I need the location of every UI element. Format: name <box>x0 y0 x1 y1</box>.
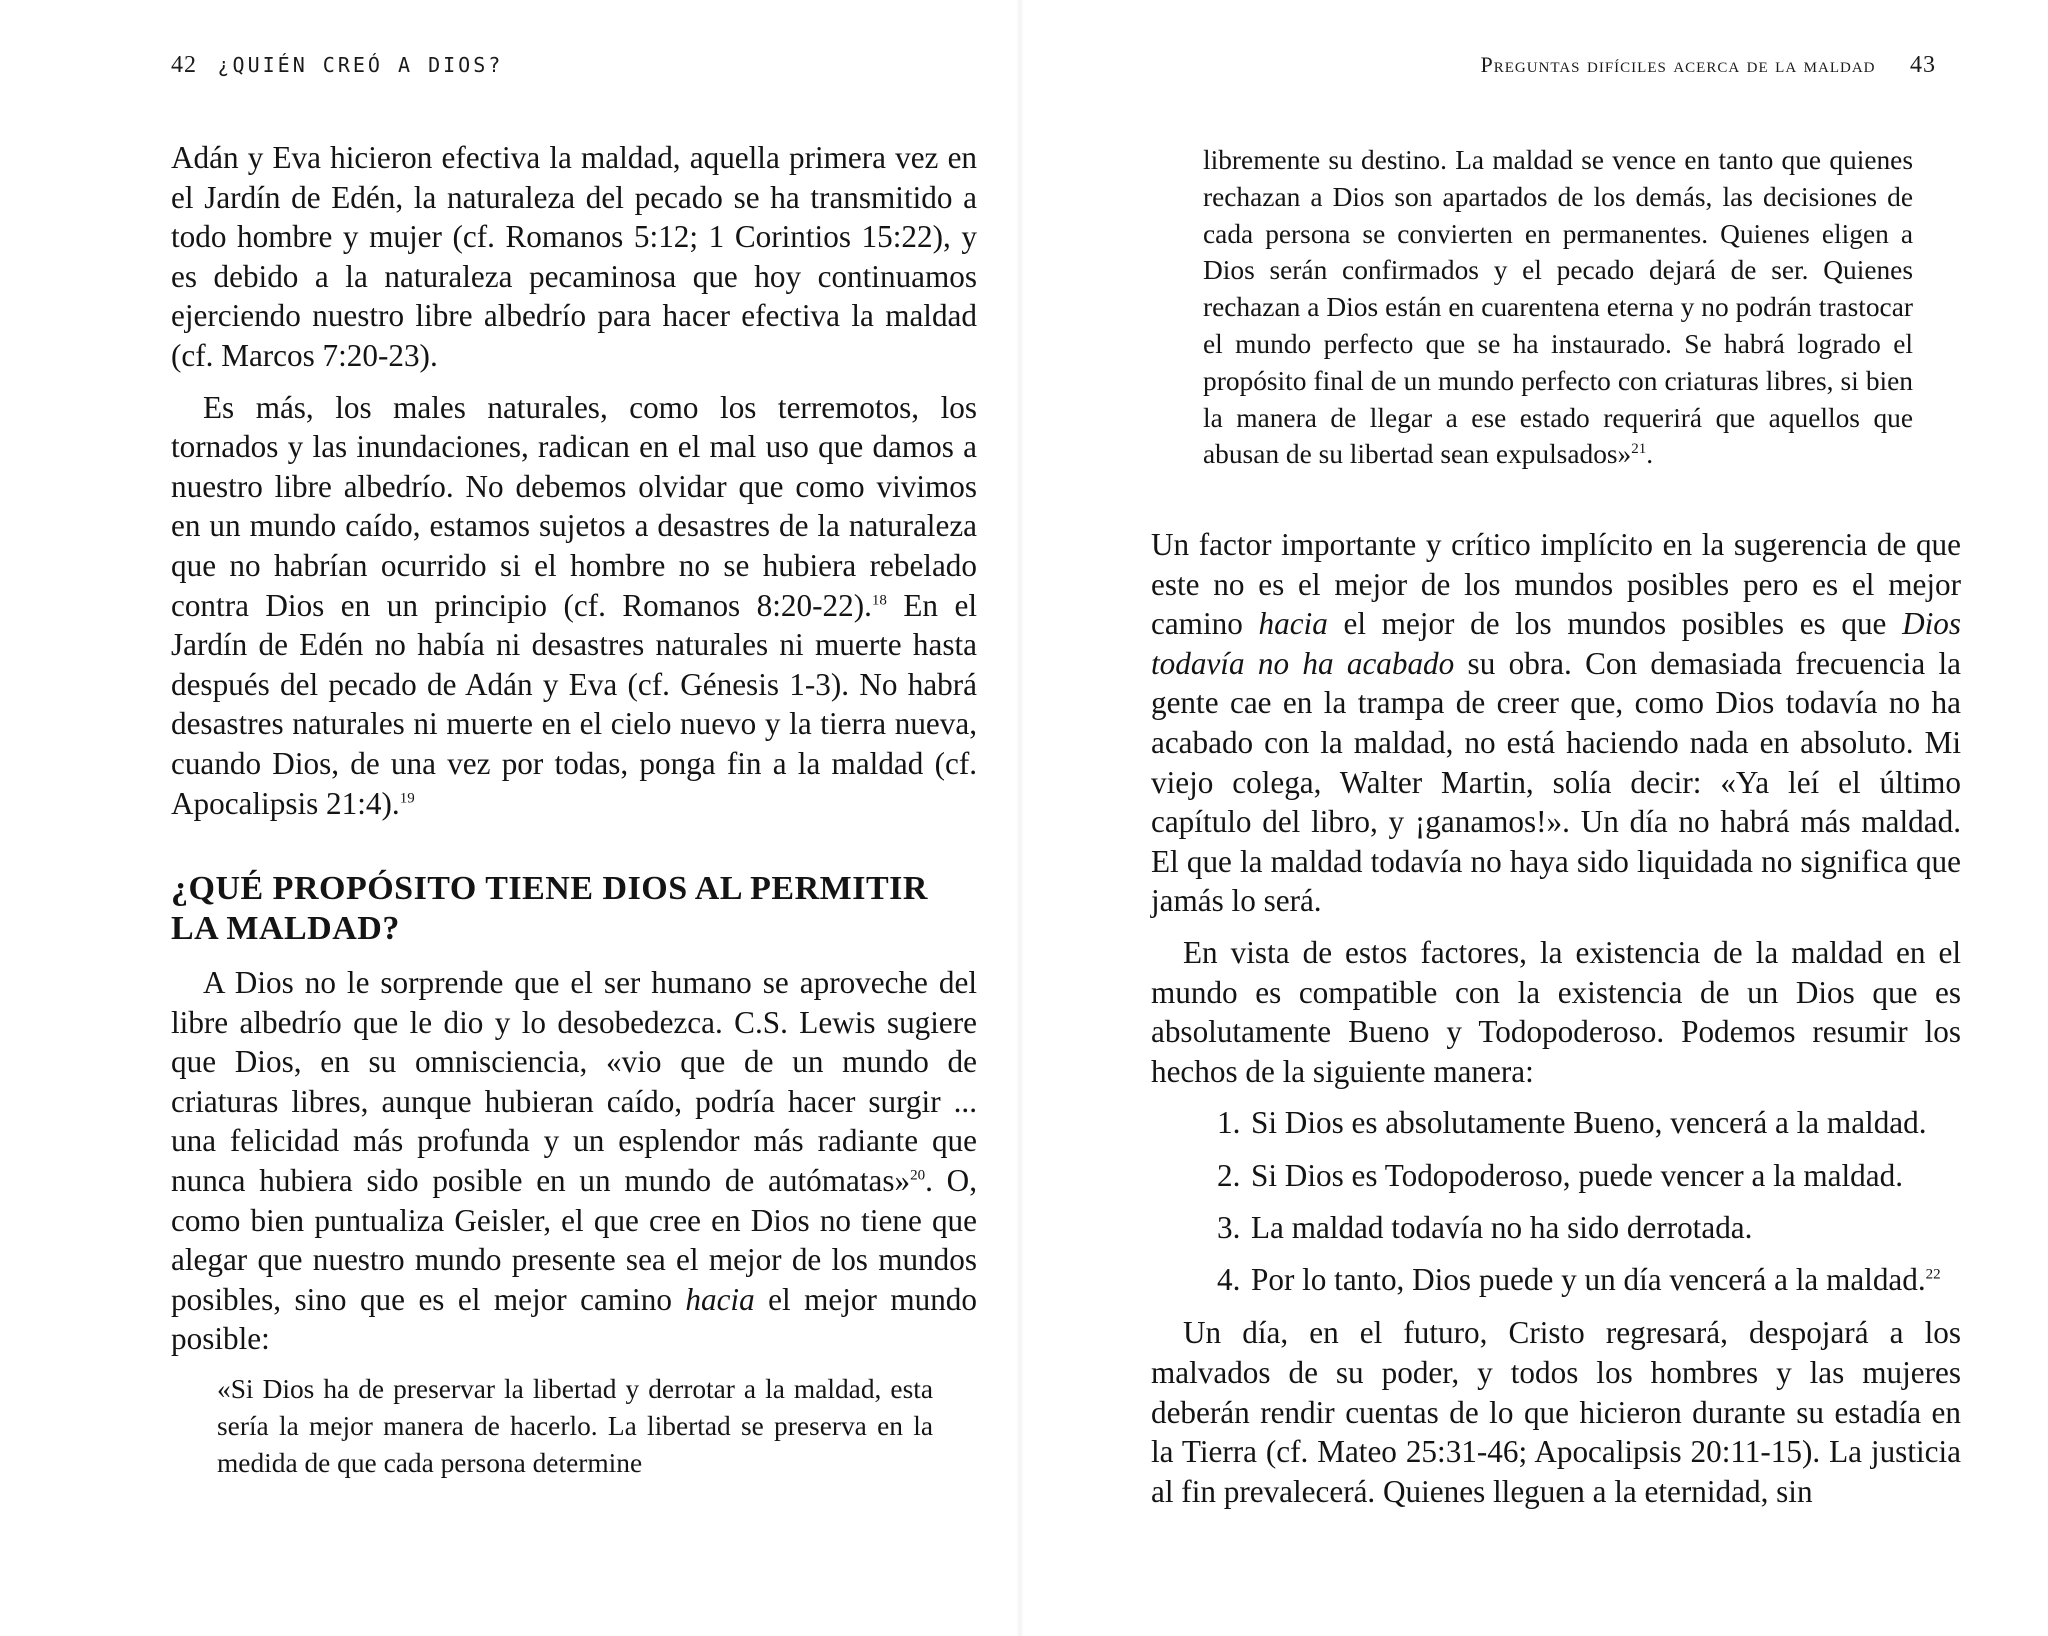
section-heading: ¿QUÉ PROPÓSITO TIENE DIOS AL PERMITIR LA MALDAD? <box>171 870 928 948</box>
left-page <box>0 0 1020 1636</box>
list-item: 1. Si Dios es absolutamente Bueno, vencerá a la maldad. <box>1217 1105 1927 1141</box>
facts-list <box>1151 1103 1961 1299</box>
paragraph: Un día, en el futuro, Cristo regresará, despojará a los malvados de su poder, y todos los hombres y las mujeres deberán rendir cuentas de lo que hicieron durante su estadía en la Tierra (cf. Mateo 25:31-46; Apocalipsis 20:11-15). La justicia al fin prevalecerá. Quienes lleguen a la eternidad, sin <box>1151 1315 1961 1509</box>
footnote-ref: 21 <box>1631 441 1647 458</box>
page-number-left: 42 <box>171 52 197 78</box>
paragraph: Es más, los males naturales, como los terremotos, los tornados y las inundaciones, radican en el mal uso que damos a nuestro libre albedrío. No debemos olvidar que como vivimos en un mundo caído, estamos sujetos a desastres de la naturaleza que no habrían ocurrido si el hombre no se hubiera rebelado contra Dios en un principio (cf. Romanos 8:20-22).$^{18}$ En el Jardín de Edén no había ni desastres naturales ni muerte hasta después del pecado de Adán y Eva (cf. Génesis 1-3). No habrá desastres naturales ni muerte en el cielo nuevo y la tierra nueva, cuando Dios, de una vez por todas, ponga fin a la maldad (cf. Apocalipsis 21:4).$^{19}$ <box>171 389 977 821</box>
footnote-ref: 22 <box>1925 1266 1941 1283</box>
book-title: ¿QUIÉN CREÓ A DIOS? <box>217 53 504 77</box>
running-head-left <box>171 52 503 79</box>
list-item: 4. Por lo tanto, Dios puede y un día vencerá a la maldad.$^{22}$ <box>1217 1261 1941 1297</box>
running-head-right <box>1480 52 1936 79</box>
paragraph: Adán y Eva hicieron efectiva la maldad, aquella primera vez en el Jardín de Edén, la naturaleza del pecado se ha transmitido a todo hombre y mujer (cf. Romanos 5:12; 1 Corintios 15:22), y es debido a la naturaleza pecaminosa que hoy continuamos ejerciendo nuestro libre albedrío para hacer efectiva la maldad (cf. Marcos 7:20-23). <box>171 140 977 373</box>
paragraph: En vista de estos factores, la existencia de la maldad en el mundo es compatible con la existencia de un Dios que es absolutamente Bueno y Todopoderoso. Podemos resumir los hechos de la siguiente manera: <box>1151 934 1961 1089</box>
left-body-text <box>171 138 977 1481</box>
footnote-ref: 20 <box>910 1167 926 1184</box>
footnote-ref: 18 <box>871 592 887 609</box>
paragraph: Un factor importante y crítico implícito en la sugerencia de que este no es el mejor de los mundos posibles pero es el mejor camino hacia el mejor de los mundos posibles es que Dios todavía no ha acabado su obra. Con demasiada frecuencia la gente cae en la trampa de creer que, como Dios todavía no ha acabado con la maldad, no está haciendo nada en absoluto. Mi viejo colega, Walter Martin, solía decir: «Ya leí el último capítulo del libro, y ¡ganamos!». Un día no habrá más maldad. El que la maldad todavía no haya sido liquidada no significa que jamás lo será. <box>1151 527 1962 919</box>
block-quote-start: «Si Dios ha de preservar la libertad y derrotar a la maldad, esta sería la mejor manera de hacerlo. La libertad se preserva en la medida de que cada persona determine <box>217 1374 933 1478</box>
chapter-title: Preguntas difíciles acerca de la maldad <box>1480 52 1876 77</box>
block-quote-continued: libremente su destino. La maldad se vence en tanto que quienes rechazan a Dios son apartados de los demás, las decisiones de cada persona se convierten en permanentes. Quienes eligen a Dios serán confirmados y el pecado dejará de ser. Quienes rechazan a Dios están en cuarentena eterna y no podrán trastocar el mundo perfecto que se ha instaurado. Se habrá logrado el propósito final de un mundo perfecto con criaturas libres, si bien la manera de llegar a ese estado requerirá que aquellos que abusan de su libertad sean expulsados»$^{21}$. <box>1203 145 1913 470</box>
right-body-text <box>1151 525 1961 1523</box>
paragraph: A Dios no le sorprende que el ser humano se aproveche del libre albedrío que le dio y lo desobedezca. C.S. Lewis sugiere que Dios, en su omnisciencia, «vio que de un mundo de criaturas libres, aunque hubieran caído, podría hacer surgir ... una felicidad más profunda y un esplendor más radiante que nunca hubiera sido posible en un mundo de autómatas»$^{20}$. O, como bien puntualiza Geisler, el que cree en Dios no tiene que alegar que nuestro mundo presente sea el mejor de los mundos posibles, sino que es el mejor camino hacia el mejor mundo posible: <box>171 965 977 1357</box>
page-number-right: 43 <box>1910 52 1936 78</box>
list-item: 2. Si Dios es Todopoderoso, puede vencer a la maldad. <box>1217 1157 1904 1193</box>
list-item: 3. La maldad todavía no ha sido derrotada. <box>1217 1209 1753 1245</box>
footnote-ref: 19 <box>399 790 415 807</box>
